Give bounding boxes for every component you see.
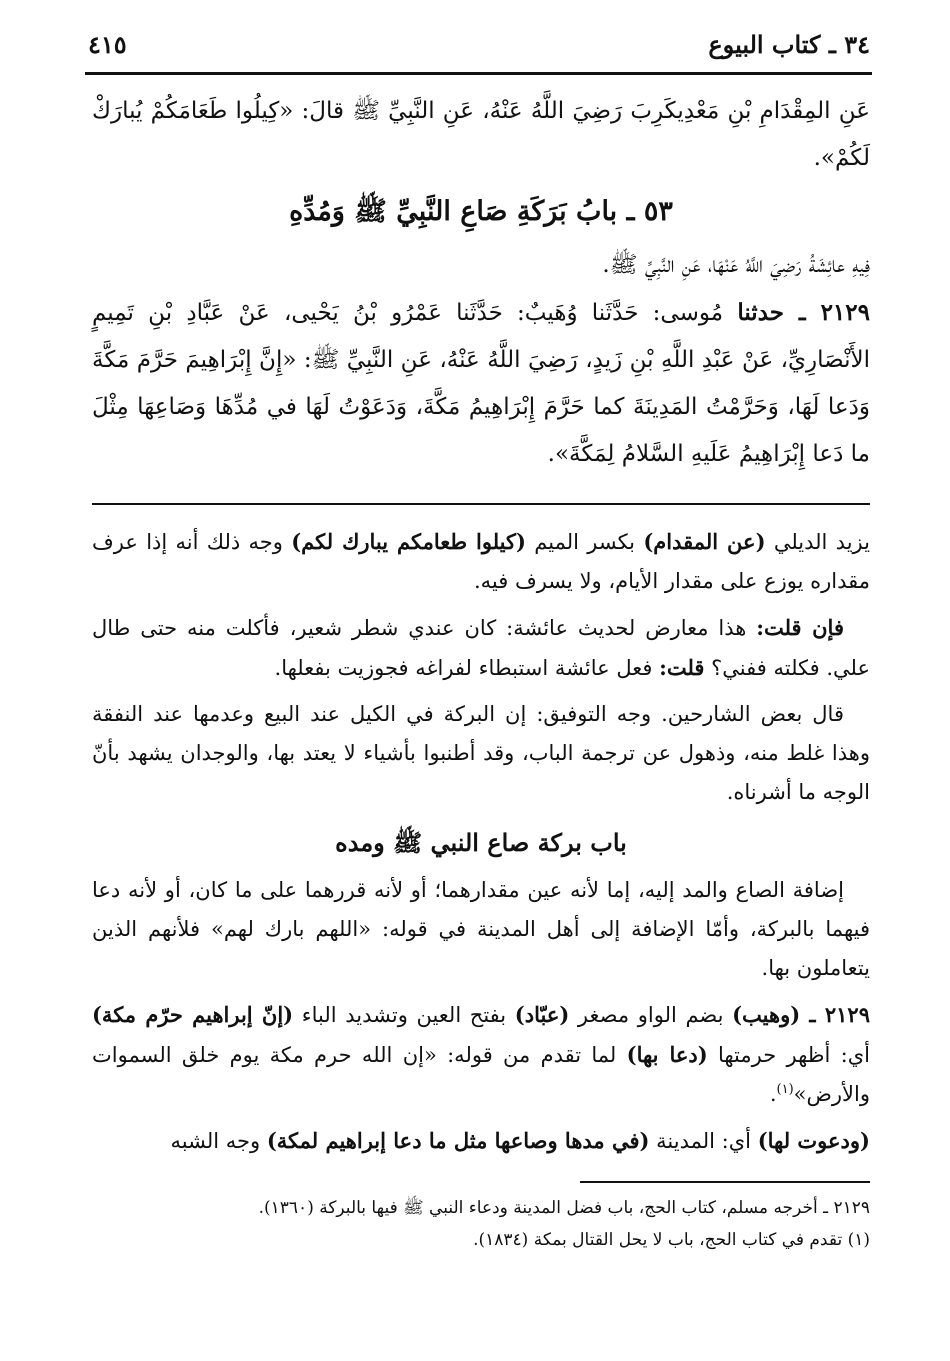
hadith-2129 xyxy=(92,289,870,478)
quoted-term: (إنّ إبراهيم حرّم مكة) xyxy=(92,1002,294,1027)
footnote-2: (١) تقدم في كتاب الحج، باب لا يحل القتال بمكة (١٨٣٤). xyxy=(473,1230,870,1250)
text-run: بفتح العين وتشديد الباء xyxy=(293,1003,515,1027)
quoted-term: (دعا بها) xyxy=(626,1042,708,1067)
page-header xyxy=(88,30,870,70)
footnote-1: ٢١٢٩ ـ أخرجه مسلم، كتاب الحج، باب فضل المدينة ودعاء النبي ﷺ فيها بالبركة (١٣٦٠). xyxy=(258,1198,870,1218)
text-run: بكسر الميم xyxy=(525,530,644,554)
footnote-marker: (١) xyxy=(776,1082,794,1097)
text-run: وجه ذلك أنه إذا عرف مقداره يوزع على مقدار الأيام، ولا يسرف فيه. xyxy=(92,530,870,593)
commentary-sub-heading: باب بركة صاع النبي ﷺ ومده xyxy=(335,828,627,857)
quoted-term: ٢١٢٩ ـ (وهيب) xyxy=(732,1002,870,1027)
text-run: يزيد الديلي xyxy=(765,530,870,554)
commentary-paragraph-4: إضافة الصاع والمد إليه، إما لأنه عين مقدارهما؛ أو لأنه قررهما على ما كان، أو لأنه دعا فيهما بالبركة، وأمّا الإضافة إلى أهل المدينة في قوله: «اللهم بارك لهم» فلأنهم الذين يتعاملون بها. xyxy=(92,878,870,980)
hadith-body: مُوسى: حَدَّثَنا وُهَيبٌ: حَدَّثَنا عَمْرُو بْنُ يَحْيى، عَنْ عَبَّادِ بْنِ تَمِيمٍ الأَنْصَارِيِّ، عَنْ عَبْدِ اللَّهِ بْنِ زَيدٍ، رَضِيَ اللَّهُ عَنْهُ، عَنِ النَّبِيِّ ﷺ: «إِنَّ إِبْرَاهِيمَ حَرَّمَ مَكَّةَ وَدَعا لَهَا، وَحَرَّمْتُ المَدِينَةَ كما حَرَّمَ إِبْرَاهِيمُ مَكَّةَ، وَدَعَوْتُ لَهَا في مُدِّهَا وَصَاعِهَا مِثْلَ ما دَعا إِبْرَاهِيمُ عَلَيهِ السَّلامُ لِمَكَّةَ». xyxy=(92,300,870,467)
page-number: ٤١٥ xyxy=(88,30,127,59)
commentary xyxy=(92,522,870,1168)
hadith-number-label: ٢١٢٩ ـ حدثنا xyxy=(737,299,870,326)
book-title: ٣٤ ـ كتاب البيوع xyxy=(708,30,870,59)
text-run: لما تقدم من قوله: «إن الله حرم مكة يوم خلق السموات والأرض» xyxy=(92,1043,870,1106)
footnotes xyxy=(92,1192,870,1256)
text-run: أي: المدينة xyxy=(649,1129,758,1153)
quoted-term: فإن قلت: xyxy=(756,615,844,640)
quoted-term: (عبّاد) xyxy=(514,1002,570,1027)
chapter-intro: فِيهِ عائِشَةُ رَضِيَ اللَّهُ عَنْهَا، عَنِ النَّبِيِّ ﷺ. xyxy=(602,252,870,278)
commentary-paragraph-5 xyxy=(92,995,870,1114)
hadith-prev-text: عَنِ المِقْدَامِ بْنِ مَعْدِيكَرِبَ رَضِيَ اللَّهُ عَنْهُ، عَنِ النَّبِيِّ ﷺ قالَ: «كِيلُوا طَعَامَكُمْ يُبارَكْ لَكُمْ». xyxy=(92,98,870,171)
quoted-term: (كيلوا طعامكم يبارك لكم) xyxy=(291,529,526,554)
commentary-paragraph-3: قال بعض الشارحين. وجه التوفيق: إن البركة في الكيل عند البيع وعدمها عند النفقة وهذا غلط منه، وذهول عن ترجمة الباب، وقد أطنبوا بأشياء لا يعتد بها، والوجدان يشهد بأنّ الوجه ما أشرناه. xyxy=(92,702,870,804)
quoted-term: (ودعوت لها) xyxy=(757,1128,870,1153)
text-run: وجه الشبه xyxy=(170,1129,267,1153)
text-run: أي: أظهر حرمتها xyxy=(707,1043,871,1067)
main-text xyxy=(92,88,870,478)
chapter-heading: ٥٣ ـ بابُ بَرَكَةِ صَاعِ النَّبِيِّ ﷺ وَمُدِّهِ xyxy=(289,196,673,227)
commentary-paragraph-6 xyxy=(92,1121,870,1161)
commentary-paragraph-1 xyxy=(92,522,870,601)
text-run: . xyxy=(769,1082,777,1106)
quoted-term: (عن المقدام) xyxy=(643,529,766,554)
footnote-rule xyxy=(580,1181,870,1183)
commentary-paragraph-2 xyxy=(92,608,870,688)
text-run: فعل عائشة استبطاء لفراغه فجوزيت بفعلها. xyxy=(274,656,660,680)
header-rule xyxy=(85,72,872,75)
text-run: بضم الواو مصغر xyxy=(569,1003,733,1027)
text-run: هذا معارض لحديث عائشة: كان عندي شطر شعير، فأكلت منه حتى طال علي. فكلته ففني؟ xyxy=(92,616,870,680)
quoted-term: (في مدها وصاعها مثل ما دعا إبراهيم لمكة) xyxy=(266,1128,650,1153)
quoted-term: قلت: xyxy=(659,655,705,680)
section-divider xyxy=(92,503,870,505)
